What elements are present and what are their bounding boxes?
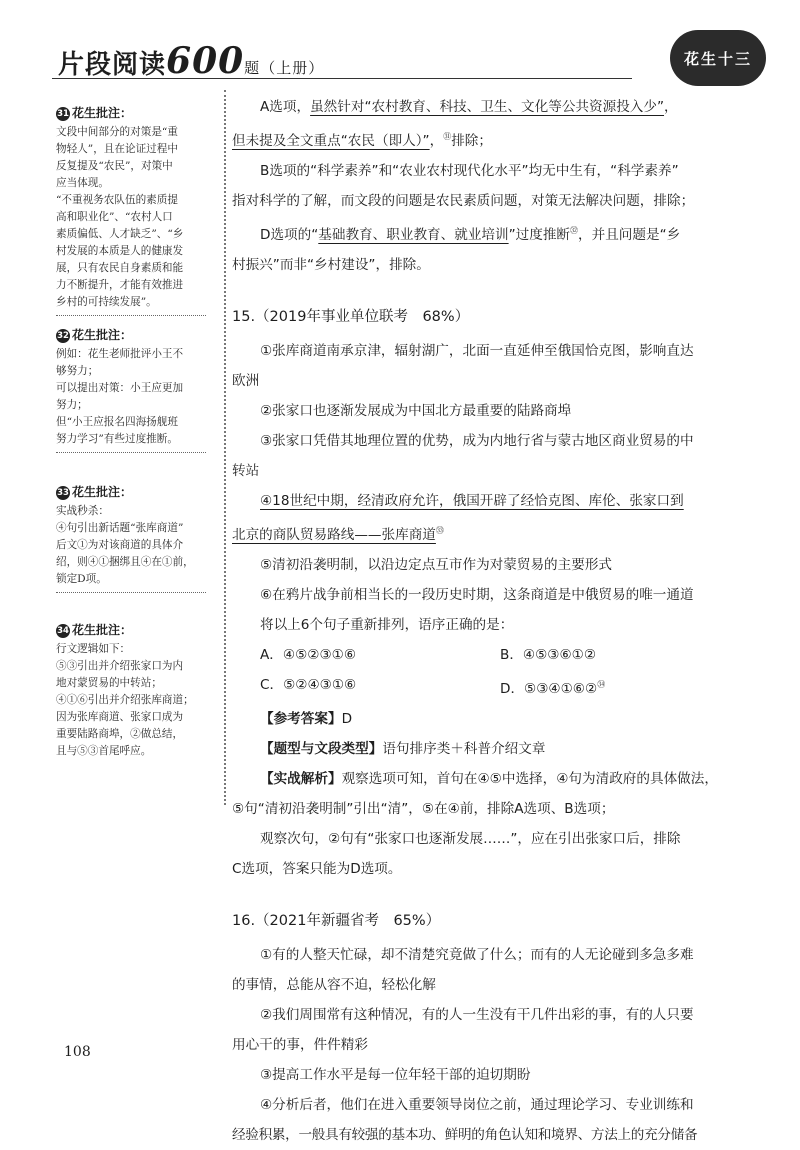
q15-sentence-3: ③张家口凭借其地理位置的优势，成为内地行省与蒙古地区商业贸易的中	[260, 433, 694, 449]
underlined-text: 但未提及全文重点“农民（即人）”	[232, 133, 430, 149]
annotation-34	[56, 621, 216, 760]
annotation-number: 33	[57, 488, 69, 498]
text: ，并且问题是“乡	[578, 227, 681, 243]
annotation-separator	[56, 315, 206, 316]
q16-sentence-4: ④分析后者，他们在进入重要领导岗位之前，通过理论学习、专业训练和	[260, 1097, 694, 1113]
option-d	[500, 670, 740, 704]
answer-label: 【参考答案】	[260, 711, 342, 727]
header-rule	[52, 78, 632, 79]
annotation-sidebar	[56, 104, 216, 770]
main-content	[232, 92, 772, 1150]
q15-analysis-line1	[232, 764, 772, 794]
annotation-line: 可以提出对策：小王应更加	[56, 382, 184, 394]
annotation-line: 村发展的本质是人的健康发	[56, 245, 184, 257]
annotation-marker: ㉝	[435, 526, 444, 535]
text: ，	[429, 133, 444, 149]
q15-answer	[232, 704, 772, 734]
annotation-33	[56, 483, 216, 593]
q15-analysis-line2: ⑤句“清初沿袭明制”引出“清”，⑤在④前，排除A选项、B选项；	[232, 801, 615, 817]
q15-prompt: 将以上6个句子重新排列，语序正确的是：	[260, 617, 514, 633]
logo-text: 花生十三	[683, 49, 752, 68]
annotation-line: 绍，则④①捆绑且④在①前，	[56, 556, 194, 568]
annotation-title: 花生批注：	[72, 328, 133, 342]
text: D选项的“	[260, 227, 319, 243]
annotation-line: 够努力；	[56, 365, 99, 377]
underlined-text: 北京的商队贸易路线——张库商道	[232, 527, 436, 543]
annotation-line: ④句引出新话题“张库商道”	[56, 522, 184, 534]
annotation-line: 锁定D项。	[56, 573, 107, 585]
option-d-label: D．⑤③④①⑥②	[500, 681, 598, 697]
underlined-text: ④18世纪中期，经清政府允许，俄国开辟了经恰克图、库伦、张家口到	[260, 493, 684, 509]
question-15-title: 15.（2019年事业单位联考 68%）	[232, 309, 470, 325]
annotation-line: ④①⑥引出并介绍张库商道；	[56, 694, 194, 706]
q14-option-a-line2	[232, 122, 772, 156]
annotation-32	[56, 326, 216, 453]
q14-option-b-line1: B选项的“科学素养”和“农业农村现代化水平”均无中生有，“科学素养”	[260, 163, 679, 179]
q15-options-row-1	[232, 640, 772, 670]
q14-option-d-line2: 村振兴”而非“乡村建设”，排除。	[232, 257, 430, 273]
volume-label: （上册）	[260, 59, 325, 77]
q15-analysis-line3: 观察次句，②句有“张家口也逐渐发展……”，应在引出张家口后，排除	[260, 831, 681, 847]
annotation-line: 反复提及“农民”，对策中	[56, 160, 173, 172]
annotation-line: ⑤③引出并介绍张家口为内	[56, 660, 184, 672]
q15-type	[232, 734, 772, 764]
annotation-line: 因为张库商道、张家口成为	[56, 711, 184, 723]
page-header	[52, 30, 772, 92]
annotation-line: 地对蒙贸易的中转站；	[56, 677, 162, 689]
brand-logo	[670, 30, 766, 86]
q14-option-a-line1	[232, 92, 772, 122]
text: 排除；	[451, 133, 492, 149]
q15-sentence-1: ①张库商道南承京津，辐射湖广，北面一直延伸至俄国恰克图，影响直达	[260, 343, 694, 359]
text: 观察选项可知，首句在④⑤中选择，④句为清政府的具体做法，	[341, 771, 718, 787]
annotation-line: 努力学习”有些过度推断。	[56, 433, 178, 445]
option-a: A．④⑤②③①⑥	[260, 647, 357, 663]
q16-sentence-1: ①有的人整天忙碌，却不清楚究竟做了什么；而有的人无论碰到多急多难	[260, 947, 694, 963]
series-title-text: 片段阅读	[58, 50, 167, 80]
annotation-line: 素质偏低、人才缺乏”、“乡	[56, 228, 184, 240]
annotation-line: 且与⑤③首尾呼应。	[56, 745, 152, 757]
q15-sentence-6: ⑥在鸦片战争前相当长的一段历史时期，这条商道是中俄贸易的唯一通道	[260, 587, 694, 603]
annotation-line: 重要陆路商埠，②做总结，	[56, 728, 184, 740]
q15-sentence-2: ②张家口也逐渐发展成为中国北方最重要的陆路商埠	[260, 403, 572, 419]
answer-value: D	[341, 711, 353, 727]
text: ”过度推断	[508, 227, 571, 243]
q16-sentence-3: ③提高工作水平是每一位年轻干部的迫切期盼	[260, 1067, 531, 1083]
underlined-text: 虽然针对“农村教育、科技、卫生、文化等公共资源投入少”	[310, 99, 665, 115]
annotation-title: 花生批注：	[72, 106, 133, 120]
series-number: 600	[166, 40, 245, 82]
annotation-marker: ㉜	[570, 226, 579, 235]
page-number: 108	[64, 1044, 91, 1060]
annotation-line: 行文逻辑如下：	[56, 643, 131, 655]
analysis-label: 【实战解析】	[260, 771, 342, 787]
q15-sentence-1-cont: 欧洲	[232, 373, 260, 389]
annotation-line: 例如：花生老师批评小王不	[56, 348, 184, 360]
annotation-line: 但“小王应报名四海扬舰班	[56, 416, 178, 428]
q14-option-d-line1	[232, 216, 772, 250]
annotation-separator	[56, 452, 206, 453]
annotation-line: 力不断提升，才能有效推进	[56, 279, 184, 291]
q15-sentence-4-cont	[232, 516, 772, 550]
annotation-31	[56, 104, 216, 316]
annotation-separator	[56, 592, 206, 593]
q15-sentence-3-cont: 转站	[232, 463, 260, 479]
annotation-marker: ㉞	[597, 680, 606, 689]
type-label: 【题型与文段类型】	[260, 741, 383, 757]
annotation-line: 文段中间部分的对策是“重	[56, 126, 178, 138]
annotation-line: 应当体现。	[56, 177, 109, 189]
annotation-title: 花生批注：	[72, 485, 133, 499]
q15-sentence-5: ⑤清初沿袭明制，以沿边定点互市作为对蒙贸易的主要形式	[260, 557, 613, 573]
annotation-line: 物轻人”，且在论证过程中	[56, 143, 178, 155]
annotation-number: 32	[57, 331, 69, 341]
annotation-line: 展，只有农民自身素质和能	[56, 262, 184, 274]
annotation-line: “不重视务农队伍的素质提	[56, 194, 178, 206]
q15-sentence-4	[232, 486, 772, 516]
q16-sentence-2-cont: 用心干的事，件件精彩	[232, 1037, 368, 1053]
annotation-line: 努力；	[56, 399, 88, 411]
q15-analysis-line4: C选项，答案只能为D选项。	[232, 861, 402, 877]
q15-options-row-2	[232, 670, 772, 704]
q16-sentence-1-cont: 的事情，总能从容不迫，轻松化解	[232, 977, 436, 993]
text: ，	[664, 99, 678, 115]
series-unit: 题	[244, 59, 261, 77]
text: A选项，	[260, 99, 311, 115]
annotation-number: 34	[57, 626, 69, 636]
annotation-line: 后文①为对该商道的具体介	[56, 539, 184, 551]
underlined-text: 基础教育、职业教育、就业培训	[318, 227, 509, 243]
option-b: B．④⑤③⑥①②	[500, 647, 597, 663]
q16-sentence-2: ②我们周围常有这种情况，有的人一生没有干几件出彩的事，有的人只要	[260, 1007, 694, 1023]
q14-option-b-line2: 指对科学的了解，而文段的问题是农民素质问题，对策无法解决问题，排除；	[232, 193, 695, 209]
type-value: 语句排序类＋科普介绍文章	[382, 741, 546, 757]
annotation-number: 31	[57, 109, 69, 119]
option-c: C．⑤②④③①⑥	[260, 677, 357, 693]
q16-sentence-4-cont: 经验积累，一般具有较强的基本功、鲜明的角色认知和境界、方法上的充分储备	[232, 1127, 698, 1143]
annotation-line: 乡村的可持续发展”。	[56, 296, 157, 308]
annotation-marker: ㉛	[443, 132, 452, 141]
annotation-line: 实战秒杀：	[56, 505, 109, 517]
column-divider	[224, 90, 226, 805]
series-title	[58, 40, 324, 82]
annotation-line: 高和职业化”、“农村人口	[56, 211, 173, 223]
annotation-title: 花生批注：	[72, 623, 133, 637]
question-16-title: 16.（2021年新疆省考 65%）	[232, 913, 441, 929]
